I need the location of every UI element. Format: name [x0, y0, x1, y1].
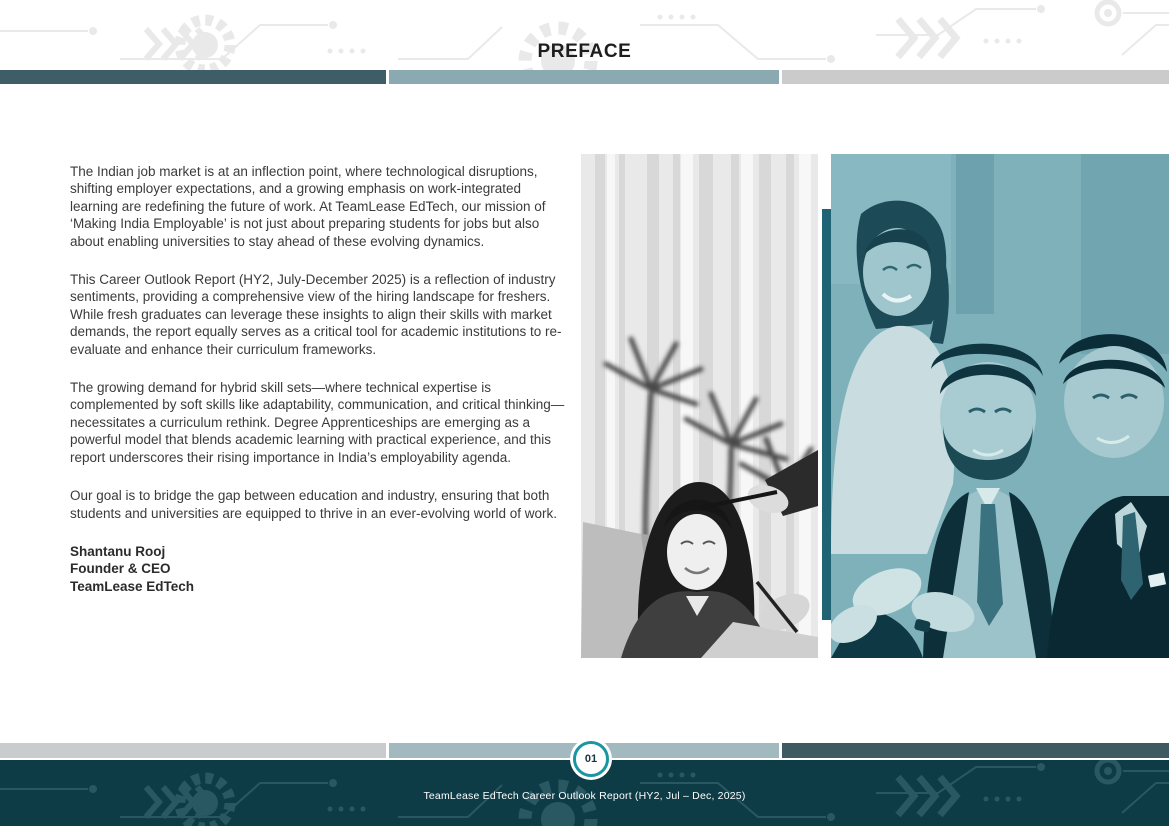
signature-organization: TeamLease EdTech — [70, 578, 195, 594]
signature-name: Shantanu Rooj — [70, 543, 166, 559]
preface-paragraph-3: The growing demand for hybrid skill sets—where technical expertise is complemented by soft skills like adaptability, communication, and critical thinking—necessitates a curriculum rethink. Degree Apprenticeships are emerging as a powerful model that blends academic learning with practical experience, and this report underscores their rising importance in India’s employability agenda. — [70, 380, 565, 465]
page-header — [0, 0, 1169, 70]
page-number: 01 — [584, 753, 598, 765]
preface-text-column — [70, 163, 567, 595]
page-title: PREFACE — [537, 41, 632, 62]
divider-bar-top — [0, 70, 1169, 84]
photo-woman-laptop-grayscale — [581, 154, 818, 658]
bar-segment-gray — [0, 743, 386, 758]
bar-segment-dark — [0, 70, 386, 84]
photo-right-illustration — [831, 154, 1169, 658]
photo-business-team-teal — [831, 154, 1169, 658]
bar-segment-gray — [782, 70, 1169, 84]
footer-report-title: TeamLease EdTech Career Outlook Report (HY2, Jul – Dec, 2025) — [423, 790, 746, 802]
bar-segment-teal — [389, 70, 779, 84]
photo-divider-strip — [822, 209, 831, 620]
bar-segment-dark — [782, 743, 1169, 758]
preface-paragraph-1: The Indian job market is at an inflection point, where technological disruptions, shifting employer expectations, and a growing emphasis on work-integrated learning are redefining the future of work. At TeamLease EdTech, our mission of ‘Making India Employable’ is not just about preparing students for jobs but also about enabling universities to stay ahead of these evolving dynamics. — [70, 164, 546, 249]
signature-block — [70, 543, 567, 595]
preface-paragraph-2: This Career Outlook Report (HY2, July-December 2025) is a reflection of industry sentiments, providing a comprehensive view of the hiring landscape for freshers. While fresh graduates can leverage these insights to align their skills with market demands, the report equally serves as a critical tool for academic institutions to re-evaluate and enhance their curriculum frameworks. — [70, 272, 562, 357]
signature-role: Founder & CEO — [70, 561, 171, 577]
preface-paragraph-4: Our goal is to bridge the gap between education and industry, ensuring that both students and universities are equipped to thrive in an ever-evolving world of work. — [70, 488, 558, 521]
photo-left-illustration — [581, 154, 818, 658]
page-number-badge — [573, 741, 609, 777]
